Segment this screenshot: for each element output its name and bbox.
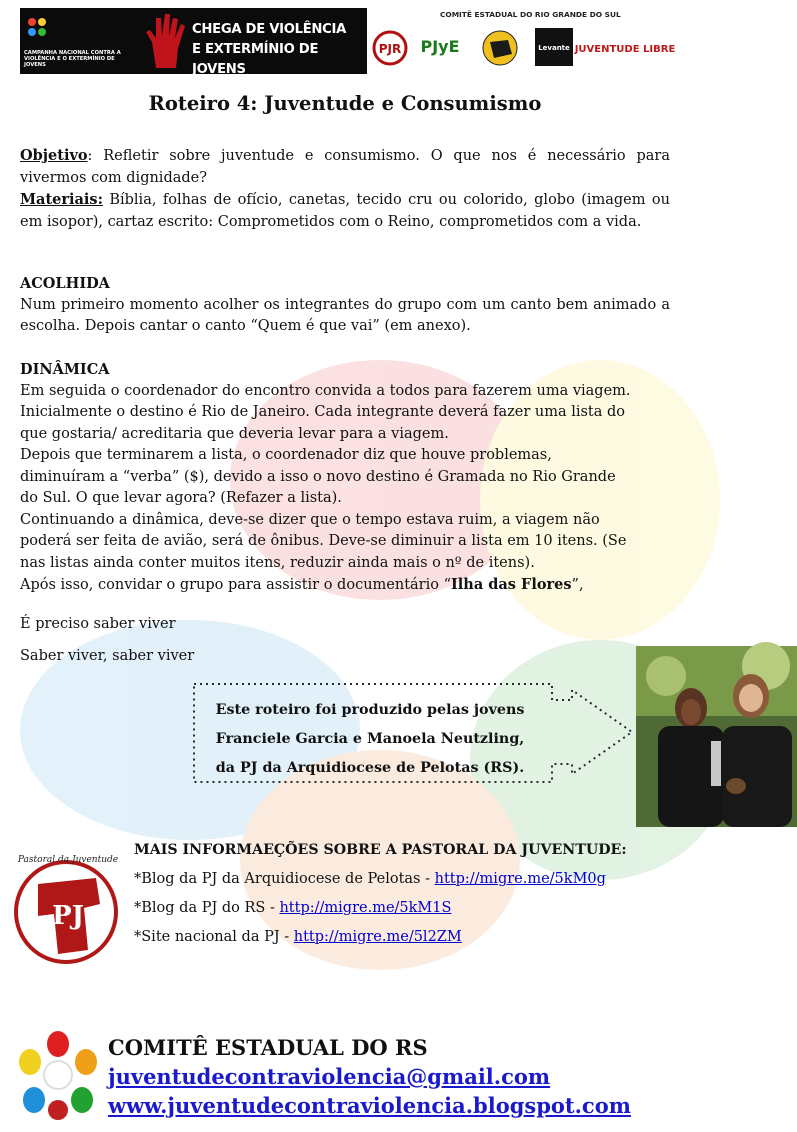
dinamica-line: que gostaria/ acreditaria que deveria levar para a viagem. [20,425,449,442]
committee-label: COMITÊ ESTADUAL DO RIO GRANDE DO SUL [440,10,621,19]
objetivo-section [20,145,670,233]
footer-site-link[interactable]: www.juventudecontraviolencia.blogspot.com [108,1093,631,1118]
info-item: *Blog da PJ da Arquidiocese de Pelotas - http://migre.me/5kM0g [134,871,606,887]
materiais-text: Bíblia, folhas de ofício, canetas, tecido cru ou colorido, globo (imagem ou em isopor), cartaz escrito: Comprometidos com o Reino, comprometidos com a vida. [20,192,670,230]
pelotas-blog-link[interactable]: http://migre.me/5kM0g [434,871,606,887]
hands-circle-logo-icon [18,1030,98,1120]
footer-title: COMITÊ ESTADUAL DO RS [108,1035,428,1060]
pj-logo-text: Pastoral da Juventude [17,855,119,865]
pjye-logo-icon: PJyE [420,37,460,56]
campaign-small-text: CAMPANHA NACIONAL CONTRA A VIOLÊNCIA E O EXTERMÍNIO DE JOVENS [24,50,121,68]
verse-2: Saber viver, saber viver [20,648,195,664]
red-hand-icon [138,12,198,72]
verse-1: É preciso saber viver [20,616,176,632]
credit-text: Este roteiro foi produzido pelas jovens Franciele Garcia e Manoela Neutzling, da PJ da Arquidiocese de Pelotas (RS). [215,702,525,776]
dinamica-line: Continuando a dinâmica, deve-se dizer que o tempo estava ruim, a viagem não [20,511,600,528]
pjr-logo-icon: PJR [378,42,402,56]
campaign-logo-icon [26,16,48,38]
juventude-livre-logo-icon: JUVENTUDE LIBRE [574,44,676,55]
banner-title: CHEGA DE VIOLÊNCIA E EXTERMÍNIO DE JOVENS [192,22,347,77]
levante-logo-icon: Levante [538,44,570,52]
info-item: *Site nacional da PJ - http://migre.me/5l2ZM [134,929,462,945]
dinamica-line: Inicialmente o destino é Rio de Janeiro. Cada integrante deverá fazer uma lista do [20,404,626,420]
national-site-link[interactable]: http://migre.me/5l2ZM [293,929,462,945]
organization-logos [370,20,676,72]
credit-box [190,680,552,786]
page-title: Roteiro 4: Juventude e Consumismo [148,92,542,115]
more-info-heading: MAIS INFORMAEÇÕES SOBRE A PASTORAL DA JUVENTUDE: [134,842,627,858]
authors-photo [636,646,797,827]
acolhida-text: Num primeiro momento acolher os integrantes do grupo com um canto bem animado a escolha. Depois cantar o canto “Quem é que vai” (em anexo). [20,296,670,334]
dinamica-line: Depois que terminarem a lista, o coordenador diz que houve problemas, [20,447,552,463]
objetivo-label: Objetivo [20,147,88,164]
dinamica-last-line: Após isso, convidar o grupo para assistir o documentário “Ilha das Flores”, [20,576,584,593]
dinamica-line: poderá ser feita de avião, será de ônibus. Deve-se diminuir a lista em 10 itens. (Se [20,533,627,549]
rs-blog-link[interactable]: http://migre.me/5kM1S [279,900,452,916]
documentary-title: Ilha das Flores [451,576,572,593]
campaign-banner [20,8,367,77]
pastoral-juventude-logo [8,838,130,976]
footer-email-link[interactable]: juventudecontraviolencia@gmail.com [108,1064,551,1089]
acolhida-section [20,273,670,338]
dinamica-section [20,359,670,597]
more-info-section [134,842,694,945]
objetivo-text: : Refletir sobre juventude e consumismo. O que nos é necessário para vivermos com dignidade? [20,148,670,186]
footer-contact [108,1033,631,1120]
dinamica-heading: DINÂMICA [20,361,110,378]
acolhida-heading: ACOLHIDA [20,275,110,292]
dinamica-line: nas listas ainda conter muitos itens, reduzir ainda mais o nº de itens). [20,554,535,571]
materiais-label: Materiais: [20,191,103,208]
dinamica-line: diminuíram a “verba” ($), devido a isso o novo destino é Gramada no Rio Grande [20,468,616,485]
pj-initials-icon: PJ [52,901,84,931]
info-item: *Blog da PJ do RS - http://migre.me/5kM1S [134,900,452,916]
dinamica-line: do Sul. O que levar agora? (Refazer a lista). [20,490,342,506]
dinamica-line: Em seguida o coordenador do encontro convida a todos para fazerem uma viagem. [20,382,631,399]
